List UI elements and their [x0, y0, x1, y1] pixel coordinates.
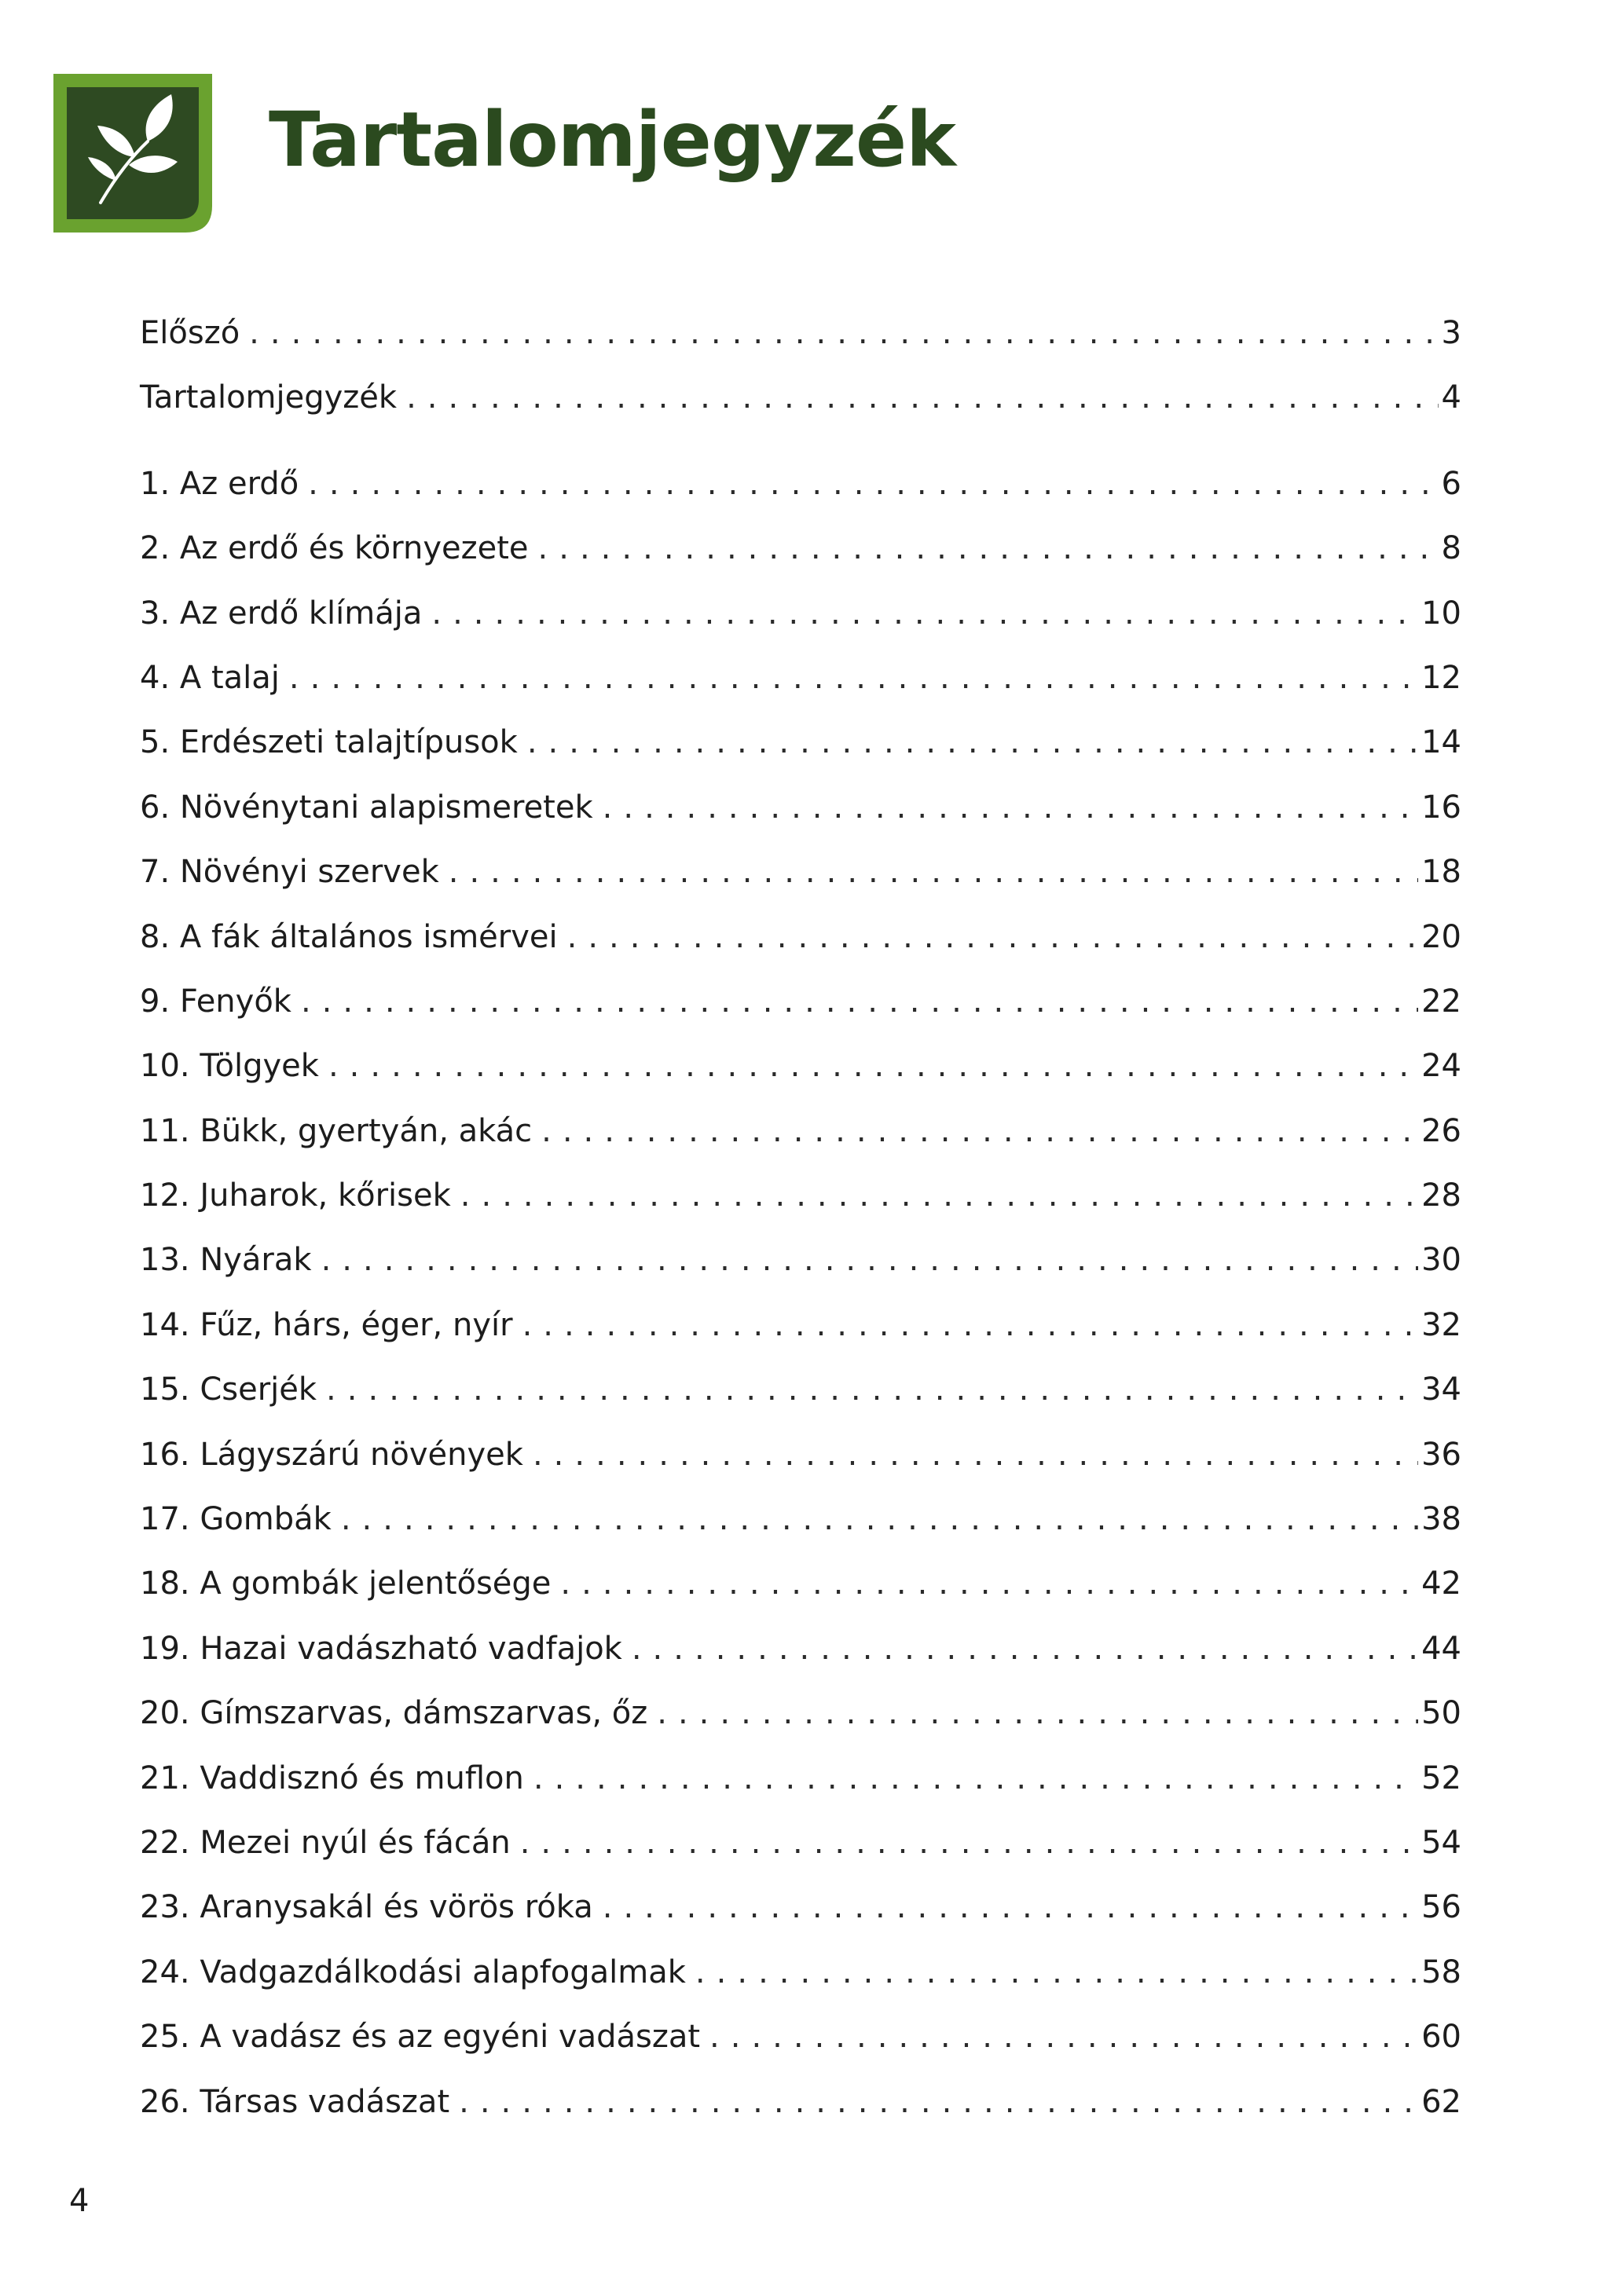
toc-entry-page: 3	[1441, 315, 1461, 351]
dot-leader	[249, 301, 1438, 365]
toc-entry-label: 18. A gombák jelentősége	[140, 1565, 552, 1602]
toc-entry-page: 60	[1421, 2019, 1461, 2056]
toc-entry-chapter-5[interactable]	[140, 710, 1461, 774]
dot-leader	[431, 581, 1418, 646]
toc-entry-label: 20. Gímszarvas, dámszarvas, őz	[140, 1695, 648, 1732]
toc-entry-chapter-12[interactable]	[140, 1163, 1461, 1228]
toc-entry-page: 12	[1421, 659, 1461, 696]
toc-entry-page: 32	[1421, 1306, 1461, 1343]
toc-entry-label: 14. Fűz, hárs, éger, nyír	[140, 1306, 513, 1343]
table-of-contents	[140, 301, 1461, 2134]
toc-entry-page: 16	[1421, 789, 1461, 826]
toc-entry-label: Előszó	[140, 315, 240, 351]
toc-entry-chapter-4[interactable]	[140, 646, 1461, 710]
toc-entry-foreword[interactable]	[140, 301, 1461, 365]
toc-entry-page: 22	[1421, 983, 1461, 1020]
toc-entry-chapter-19[interactable]	[140, 1617, 1461, 1681]
toc-entry-page: 14	[1421, 724, 1461, 761]
toc-entry-page: 20	[1421, 918, 1461, 955]
toc-entry-chapter-11[interactable]	[140, 1099, 1461, 1163]
toc-entry-chapter-16[interactable]	[140, 1423, 1461, 1487]
dot-leader	[301, 969, 1418, 1034]
toc-entry-label: 10. Tölgyek	[140, 1048, 319, 1085]
toc-entry-page: 8	[1441, 530, 1461, 567]
toc-entry-chapter-22[interactable]	[140, 1811, 1461, 1875]
page-title: Tartalomjegyzék	[269, 96, 955, 184]
dot-leader	[603, 1875, 1418, 1939]
toc-entry-chapter-14[interactable]	[140, 1293, 1461, 1357]
dot-leader	[520, 1811, 1418, 1875]
dot-leader	[527, 710, 1418, 774]
toc-entry-label: 6. Növénytani alapismeretek	[140, 789, 593, 826]
toc-entry-page: 58	[1421, 1954, 1461, 1990]
toc-entry-chapter-17[interactable]	[140, 1487, 1461, 1551]
dot-leader	[341, 1487, 1418, 1551]
leaf-icon	[53, 74, 212, 233]
dot-leader	[326, 1357, 1418, 1422]
dot-leader	[449, 840, 1418, 904]
page-number: 4	[69, 2183, 90, 2219]
toc-entry-chapter-2[interactable]	[140, 516, 1461, 580]
toc-entry-label: 19. Hazai vadászható vadfajok	[140, 1630, 622, 1667]
dot-leader	[321, 1228, 1419, 1292]
toc-entry-label: 26. Társas vadászat	[140, 2083, 450, 2120]
toc-entry-page: 28	[1421, 1177, 1461, 1214]
toc-entry-page: 26	[1421, 1112, 1461, 1149]
toc-entry-label: 25. A vadász és az egyéni vadászat	[140, 2019, 701, 2056]
toc-entry-page: 18	[1421, 854, 1461, 891]
toc-entry-chapter-24[interactable]	[140, 1940, 1461, 2005]
toc-entry-label: 5. Erdészeti talajtípusok	[140, 724, 518, 761]
toc-entry-label: 13. Nyárak	[140, 1242, 312, 1279]
toc-entry-label: 22. Mezei nyúl és fácán	[140, 1824, 511, 1861]
toc-entry-page: 6	[1441, 465, 1461, 502]
dot-leader	[406, 365, 1438, 430]
toc-entry-page: 4	[1441, 379, 1461, 416]
toc-entry-label: 24. Vadgazdálkodási alapfogalmak	[140, 1954, 686, 1990]
dot-leader	[538, 516, 1439, 580]
toc-entry-label: 11. Bükk, gyertyán, akác	[140, 1112, 533, 1149]
toc-entry-chapter-13[interactable]	[140, 1228, 1461, 1292]
toc-entry-label: 1. Az erdő	[140, 465, 299, 502]
toc-entry-label: 8. A fák általános ismérvei	[140, 918, 558, 955]
dot-leader	[695, 1940, 1418, 2005]
dot-leader	[560, 1551, 1418, 1616]
toc-entry-page: 10	[1421, 595, 1461, 632]
toc-entry-page: 30	[1421, 1242, 1461, 1279]
toc-entry-chapter-6[interactable]	[140, 775, 1461, 840]
toc-entry-chapter-20[interactable]	[140, 1681, 1461, 1745]
toc-entry-chapter-26[interactable]	[140, 2070, 1461, 2134]
dot-leader	[522, 1293, 1419, 1357]
toc-entry-label: 17. Gombák	[140, 1501, 332, 1538]
dot-leader	[657, 1681, 1418, 1745]
toc-entry-page: 56	[1421, 1889, 1461, 1926]
toc-entry-page: 42	[1421, 1565, 1461, 1602]
toc-entry-label: 7. Növényi szervek	[140, 854, 439, 891]
toc-entry-page: 44	[1421, 1630, 1461, 1667]
dot-leader	[541, 1099, 1418, 1163]
toc-entry-chapter-25[interactable]	[140, 2005, 1461, 2069]
dot-leader	[632, 1617, 1418, 1681]
toc-entry-page: 54	[1421, 1824, 1461, 1861]
toc-entry-chapter-23[interactable]	[140, 1875, 1461, 1939]
dot-leader	[289, 646, 1418, 710]
toc-entry-page: 34	[1421, 1371, 1461, 1408]
toc-entry-page: 36	[1421, 1436, 1461, 1473]
dot-leader	[567, 905, 1418, 969]
toc-entry-label: 23. Aranysakál és vörös róka	[140, 1889, 593, 1926]
toc-entry-chapter-9[interactable]	[140, 969, 1461, 1034]
toc-entry-label: 2. Az erdő és környezete	[140, 530, 529, 567]
toc-entry-label: Tartalomjegyzék	[140, 379, 398, 416]
toc-entry-chapter-18[interactable]	[140, 1551, 1461, 1616]
dot-leader	[709, 2005, 1418, 2069]
toc-entry-label: 21. Vaddisznó és muflon	[140, 1760, 524, 1796]
toc-entry-chapter-1[interactable]	[140, 452, 1461, 516]
toc-entry-label: 16. Lágyszárú növények	[140, 1436, 523, 1473]
toc-entry-chapter-8[interactable]	[140, 905, 1461, 969]
dot-leader	[603, 775, 1418, 840]
toc-entry-page: 62	[1421, 2083, 1461, 2120]
toc-entry-chapter-3[interactable]	[140, 581, 1461, 646]
dot-leader	[533, 1746, 1418, 1811]
toc-entry-page: 24	[1421, 1048, 1461, 1085]
dot-leader	[533, 1423, 1418, 1487]
toc-entry-chapter-7[interactable]	[140, 840, 1461, 904]
dot-leader	[459, 2070, 1418, 2134]
toc-entry-label: 3. Az erdő klímája	[140, 595, 423, 632]
leaf-logo	[53, 74, 212, 233]
toc-entry-contents[interactable]	[140, 365, 1461, 430]
toc-entry-chapter-21[interactable]	[140, 1746, 1461, 1811]
dot-leader	[460, 1163, 1418, 1228]
toc-entry-label: 4. A talaj	[140, 659, 280, 696]
toc-entry-page: 52	[1421, 1760, 1461, 1796]
toc-entry-label: 15. Cserjék	[140, 1371, 317, 1408]
dot-leader	[328, 1034, 1418, 1098]
dot-leader	[308, 452, 1438, 516]
toc-entry-chapter-15[interactable]	[140, 1357, 1461, 1422]
toc-entry-label: 9. Fenyők	[140, 983, 291, 1020]
toc-entry-page: 38	[1421, 1501, 1461, 1538]
toc-entry-chapter-10[interactable]	[140, 1034, 1461, 1098]
toc-entry-page: 50	[1421, 1695, 1461, 1732]
toc-entry-label: 12. Juharok, kőrisek	[140, 1177, 451, 1214]
